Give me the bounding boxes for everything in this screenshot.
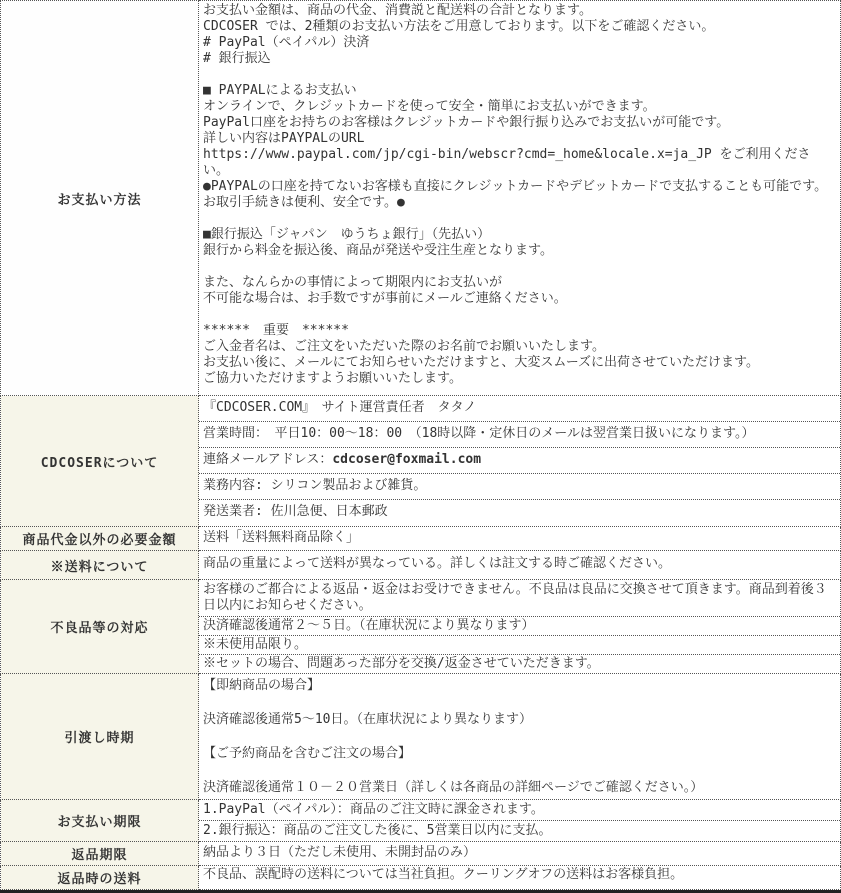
content-cell — [199, 396, 840, 422]
row-header: CDCOSERについて — [1, 396, 199, 527]
text-line — [203, 307, 836, 323]
table-row — [1, 580, 841, 674]
table-row — [1, 551, 841, 580]
text-line: ●PAYPALの口座を持てないお客様も直接にクレジットカードやデビットカードで支払することも可能です。 — [203, 179, 828, 194]
row-content — [199, 551, 841, 580]
text-line: 2.銀行振込：商品のご注文した後に、5営業日以内に支払。 — [203, 823, 552, 838]
content-cell — [199, 527, 840, 549]
row-content — [199, 527, 841, 551]
text-line: 【即納商品の場合】 — [203, 678, 321, 693]
text-line — [203, 694, 836, 711]
table-row — [1, 800, 841, 842]
text-line: 送料「送料無料商品除く」 — [203, 530, 360, 545]
content-cell — [199, 636, 840, 655]
text-line — [203, 762, 836, 779]
text-line: # PayPal（ペイパル）決済 — [203, 35, 370, 50]
text-line: # 銀行振込 — [203, 51, 271, 66]
table-row — [1, 842, 841, 866]
content-cell — [199, 842, 840, 864]
text-line: 発送業者: 佐川急便、日本郵政 — [203, 504, 388, 519]
content-cell — [199, 821, 840, 841]
text-line: 業務内容: シリコン製品および雑貨。 — [203, 478, 427, 493]
row-header: お支払い方法 — [1, 1, 199, 396]
row-header: 引渡し時期 — [1, 674, 199, 800]
text-line — [203, 728, 836, 745]
text-line: PayPal口座をお持ちのお客様はクレジットカードや銀行振り込みでお支払いが可能です。 — [203, 115, 730, 130]
content-cell — [199, 866, 840, 884]
table-row — [1, 1, 841, 396]
text-line: 決済確認後通常１０－２０営業日（詳しくは各商品の詳細ページでご確認ください。） — [203, 780, 704, 795]
text-line: また、なんらかの事情によって期限内にお支払いが — [203, 275, 503, 290]
table-row — [1, 674, 841, 800]
row-header: 返品時の送料 — [1, 866, 199, 890]
row-content — [199, 842, 841, 866]
text-line: お支払い金額は、商品の代金、消費説と配送料の合計となります。 — [203, 3, 592, 18]
row-content — [199, 1, 841, 396]
content-cell — [199, 800, 840, 821]
row-content — [199, 800, 841, 842]
text-line — [203, 67, 836, 83]
row-content — [199, 580, 841, 674]
text-line: ご入金者名は、ご注文をいただいた際のお名前でお願いいたします。 — [203, 339, 605, 354]
text-line: ****** 重要 ****** — [203, 323, 349, 338]
table-row — [1, 396, 841, 527]
content-cell — [199, 500, 840, 526]
text-line: ■銀行振込「ジャパン ゆうちょ銀行」（先払い） — [203, 227, 491, 242]
content-cell — [199, 674, 840, 799]
text-line — [203, 452, 836, 468]
row-header: 返品期限 — [1, 842, 199, 866]
text-line — [203, 259, 836, 275]
text-line: 不良品、誤配時の送料については当社負担。クーリングオフの送料はお客様負担。 — [203, 867, 684, 882]
text-line: ※セットの場合、問題あった部分を交換/返金させていただきます。 — [203, 656, 600, 671]
text-line: 納品より３日（ただし未使用、未開封品のみ） — [203, 845, 477, 860]
text-line: 不可能な場合は、お手数ですが事前にメールご連絡ください。 — [203, 291, 567, 306]
text-segment: 連絡メールアドレス： — [203, 452, 333, 467]
row-content — [199, 674, 841, 800]
text-line: 決済確認後通常２～５日。（在庫状況により異なります） — [203, 618, 535, 633]
text-line: 『CDCOSER.COM』 サイト運営責任者 タタノ — [203, 400, 477, 415]
text-line — [203, 211, 836, 227]
content-cell — [199, 1, 840, 395]
text-line: ご協力いただけますようお願いいたします。 — [203, 371, 462, 386]
text-line: ■ PAYPALによるお支払い — [203, 83, 357, 98]
email-address: cdcoser@foxmail.com — [332, 452, 482, 467]
text-line: 詳しい内容はPAYPALのURL — [203, 131, 365, 146]
content-cell — [199, 448, 840, 474]
content-cell — [199, 474, 840, 500]
content-cell — [199, 580, 840, 617]
shop-info-rows — [1, 1, 841, 890]
text-line: 営業時間： 平日10：00～18：00 （18時以降・定休日のメールは翌営業日扱いになります。） — [203, 426, 755, 441]
text-line: お支払い後に、メールにてお知らせいただけますと、大変スムーズに出荷させていただけます。 — [203, 355, 760, 370]
row-header: ※送料について — [1, 551, 199, 580]
text-line: 決済確認後通常5～10日。（在庫状況により異なります） — [203, 712, 532, 727]
row-content — [199, 866, 841, 890]
text-line: 【ご予約商品を含むご注文の場合】 — [203, 746, 412, 761]
content-cell — [199, 617, 840, 636]
row-header: 不良品等の対応 — [1, 580, 199, 674]
row-header: 商品代金以外の必要金額 — [1, 527, 199, 551]
table-row — [1, 866, 841, 890]
table-row — [1, 527, 841, 551]
text-line: オンラインで、クレジットカードを使って安全・簡単にお支払いができます。 — [203, 99, 656, 114]
content-cell — [199, 551, 840, 579]
content-cell — [199, 655, 840, 673]
text-line: お客様のご都合による返品・返金はお受けできません。不良品は良品に交換させて頂きます。商品到着後３日以内にお知らせください。 — [203, 582, 827, 613]
text-line: お取引手続きは便利、安全です。● — [203, 195, 405, 210]
text-line: CDCOSER では、2種類のお支払い方法をご用意しております。以下をご確認ください。 — [203, 19, 715, 34]
text-line: 商品の重量によって送料が異なっている。詳しくは註文する時ご確認ください。 — [203, 556, 672, 571]
text-line: https://www.paypal.com/jp/cgi-bin/webscr?cmd=_home&locale.x=ja_JP をご利用ください。 — [203, 147, 811, 178]
text-line: ※未使用品限り。 — [203, 637, 308, 652]
row-header: お支払い期限 — [1, 800, 199, 842]
row-content — [199, 396, 841, 527]
text-line: 銀行から料金を振込後、商品が発送や受注生産となります。 — [203, 243, 553, 258]
text-line: 1.PayPal（ペイパル）：商品のご注文時に課金されます。 — [203, 802, 544, 817]
content-cell — [199, 422, 840, 448]
